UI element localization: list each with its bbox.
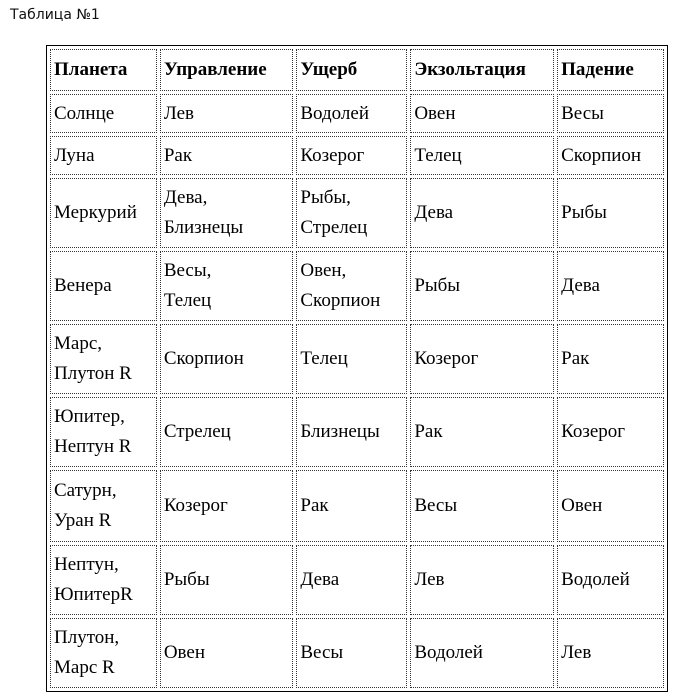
cell-detriment: Дева: [296, 545, 407, 615]
header-cell-detriment: Ущерб: [296, 49, 407, 91]
cell-exaltation: Дева: [410, 178, 554, 248]
cell-fall: Рыбы: [557, 178, 664, 248]
cell-planet: Сатурн, Уран R: [50, 470, 157, 542]
cell-fall: Водолей: [557, 545, 664, 615]
cell-rulership: Овен: [160, 618, 294, 688]
cell-rulership: Рыбы: [160, 545, 294, 615]
header-cell-fall: Падение: [557, 49, 664, 91]
cell-rulership: Рак: [160, 136, 294, 175]
cell-detriment: Водолей: [296, 94, 407, 133]
table-row: [50, 545, 664, 615]
header-cell-exaltation: Экзольтация: [410, 49, 554, 91]
planets-table-frame: [46, 45, 668, 692]
cell-planet: Плутон, Марс R: [50, 618, 157, 688]
cell-rulership: Дева, Близнецы: [160, 178, 294, 248]
table-row: [50, 94, 664, 133]
table-row: [50, 397, 664, 467]
cell-planet: Меркурий: [50, 178, 157, 248]
cell-fall: Скорпион: [557, 136, 664, 175]
table-row: [50, 136, 664, 175]
table-row: [50, 178, 664, 248]
cell-exaltation: Рыбы: [410, 251, 554, 321]
planets-table: [47, 46, 667, 691]
cell-rulership: Весы, Телец: [160, 251, 294, 321]
cell-detriment: Телец: [296, 324, 407, 394]
cell-planet: Юпитер, Нептун R: [50, 397, 157, 467]
cell-rulership: Скорпион: [160, 324, 294, 394]
cell-planet: Нептун, ЮпитерR: [50, 545, 157, 615]
cell-planet: Венера: [50, 251, 157, 321]
cell-fall: Весы: [557, 94, 664, 133]
table-caption: Таблица №1: [10, 7, 100, 23]
cell-fall: Козерог: [557, 397, 664, 467]
header-cell-planet: Планета: [50, 49, 157, 91]
cell-detriment: Рыбы, Стрелец: [296, 178, 407, 248]
cell-exaltation: Водолей: [410, 618, 554, 688]
table-row: [50, 618, 664, 688]
cell-detriment: Козерог: [296, 136, 407, 175]
table-row: [50, 470, 664, 542]
cell-planet: Солнце: [50, 94, 157, 133]
table-row: [50, 324, 664, 394]
cell-detriment: Весы: [296, 618, 407, 688]
cell-fall: Овен: [557, 470, 664, 542]
table-row: [50, 251, 664, 321]
cell-exaltation: Лев: [410, 545, 554, 615]
cell-rulership: Козерог: [160, 470, 294, 542]
cell-exaltation: Весы: [410, 470, 554, 542]
cell-detriment: Овен, Скорпион: [296, 251, 407, 321]
cell-planet: Луна: [50, 136, 157, 175]
cell-exaltation: Телец: [410, 136, 554, 175]
cell-fall: Лев: [557, 618, 664, 688]
cell-fall: Рак: [557, 324, 664, 394]
cell-planet: Марс, Плутон R: [50, 324, 157, 394]
table-header-row: [50, 49, 664, 91]
cell-exaltation: Рак: [410, 397, 554, 467]
cell-detriment: Близнецы: [296, 397, 407, 467]
cell-exaltation: Козерог: [410, 324, 554, 394]
cell-rulership: Лев: [160, 94, 294, 133]
header-cell-rulership: Управление: [160, 49, 294, 91]
cell-exaltation: Овен: [410, 94, 554, 133]
cell-detriment: Рак: [296, 470, 407, 542]
cell-rulership: Стрелец: [160, 397, 294, 467]
cell-fall: Дева: [557, 251, 664, 321]
